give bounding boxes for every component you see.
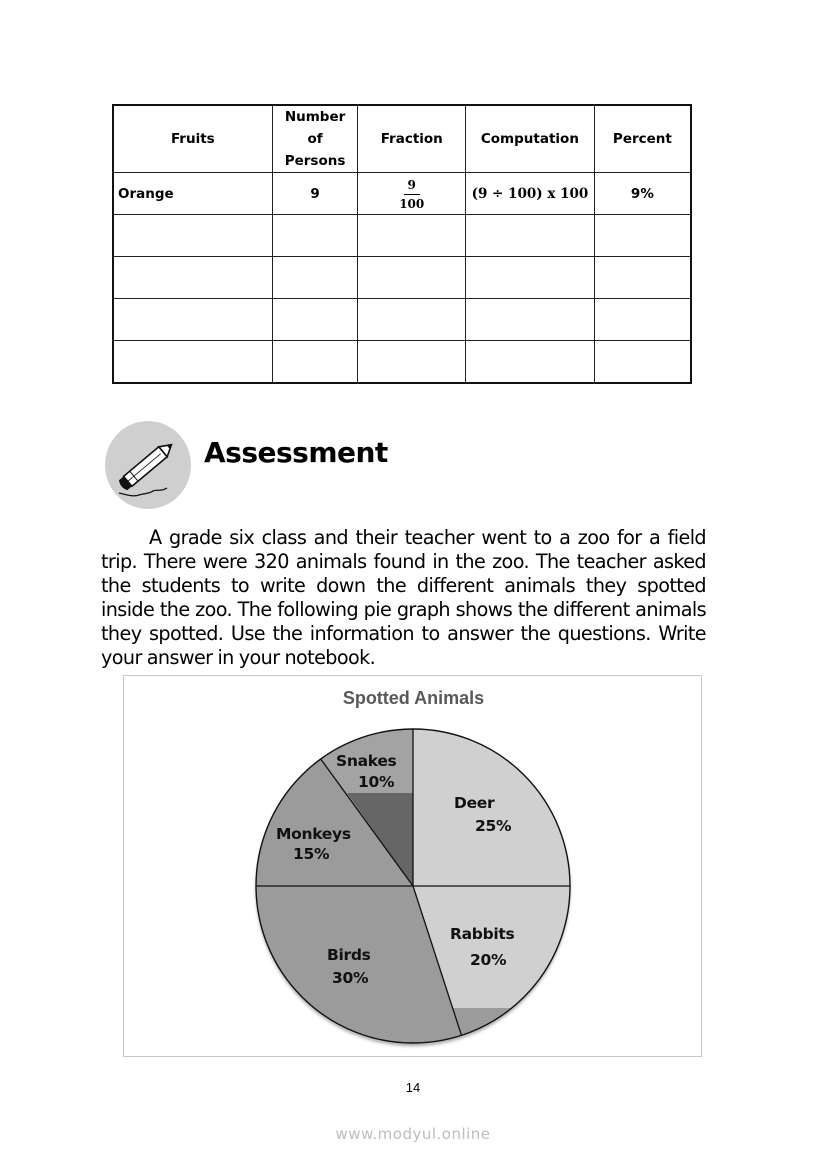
cell-fruit: Orange [113,173,272,215]
chart-title: Spotted Animals [342,688,485,708]
value-monkeys: 15% [293,845,330,863]
value-birds: 30% [332,969,369,987]
header-fraction: Fraction [358,105,466,173]
value-snakes: 10% [358,773,395,791]
label-deer: Deer [454,794,495,812]
label-rabbits: Rabbits [450,925,515,943]
fraction-denominator: 100 [399,196,425,211]
label-snakes: Snakes [336,752,397,770]
value-deer: 25% [475,817,512,835]
header-fruits: Fruits [113,105,272,173]
header-line: of [307,131,323,147]
cell-persons: 9 [272,173,358,215]
label-birds: Birds [327,946,371,964]
header-line: Persons [284,153,346,169]
header-computation: Computation [466,105,595,173]
cell-computation: (9 ÷ 100) x 100 [466,173,595,215]
cell-percent: 9% [594,173,691,215]
assessment-title: Assessment [204,436,388,469]
instructions-text: A grade six class and their teacher went to a zoo for a field trip. There were 320 animals found in the zoo. The teacher asked the students to write down the different animals they spotted inside the zoo. The following pie graph shows the different animals they spotted. Use the information to answer the questions. Write your answer in your notebook. [101,526,706,669]
fraction-numerator: 9 [404,178,420,195]
page-number: 14 [405,1080,421,1095]
header-percent: Percent [594,105,691,173]
header-line: Number [284,109,346,125]
value-rabbits: 20% [470,951,507,969]
watermark: www.modyul.online [335,1125,491,1143]
label-monkeys: Monkeys [276,825,351,843]
